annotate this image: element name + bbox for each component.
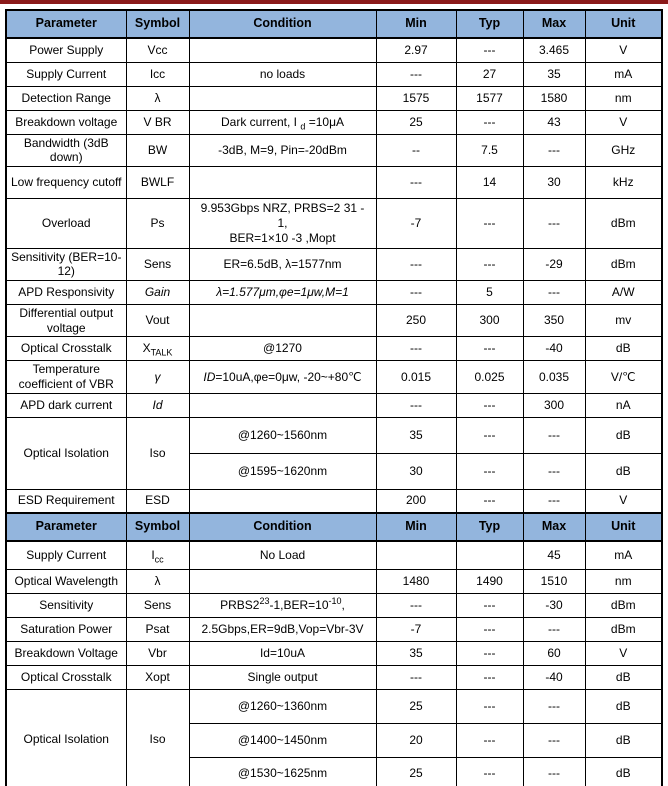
max-cell: 3.465 bbox=[523, 38, 585, 62]
min-cell: -7 bbox=[376, 617, 456, 641]
max-cell: --- bbox=[523, 134, 585, 166]
unit-cell: dBm bbox=[585, 593, 662, 617]
typ-cell: 300 bbox=[456, 305, 523, 337]
max-cell: 60 bbox=[523, 641, 585, 665]
condition-cell: Single output bbox=[189, 665, 376, 689]
param-cell: Supply Current bbox=[6, 62, 126, 86]
unit-cell: mv bbox=[585, 305, 662, 337]
symbol-cell: λ bbox=[126, 86, 189, 110]
param-cell: Low frequency cutoff bbox=[6, 166, 126, 198]
condition-cell bbox=[189, 569, 376, 593]
param-cell: APD Responsivity bbox=[6, 281, 126, 305]
symbol-cell: Vout bbox=[126, 305, 189, 337]
param-cell: Power Supply bbox=[6, 38, 126, 62]
min-cell: 200 bbox=[376, 489, 456, 513]
param-cell: Overload bbox=[6, 198, 126, 248]
condition-cell: @1260~1360nm bbox=[189, 689, 376, 723]
param-cell: Differential output voltage bbox=[6, 305, 126, 337]
condition-cell: 9.953Gbps NRZ, PRBS=2 31 - 1, BER=1×10 -3 ,Mopt bbox=[189, 198, 376, 248]
param-cell: Sensitivity (BER=10-12) bbox=[6, 248, 126, 280]
max-cell: --- bbox=[523, 617, 585, 641]
header-row bbox=[6, 513, 662, 541]
max-cell: --- bbox=[523, 281, 585, 305]
unit-cell: dBm bbox=[585, 248, 662, 280]
symbol-cell: ESD bbox=[126, 489, 189, 513]
table-row bbox=[6, 248, 662, 280]
min-cell: 2.97 bbox=[376, 38, 456, 62]
typ-cell: 27 bbox=[456, 62, 523, 86]
max-cell: 0.035 bbox=[523, 361, 585, 393]
table-row bbox=[6, 110, 662, 134]
table-row bbox=[6, 617, 662, 641]
condition-cell bbox=[189, 38, 376, 62]
param-cell: Breakdown voltage bbox=[6, 110, 126, 134]
unit-cell: dB bbox=[585, 337, 662, 361]
table-row bbox=[6, 38, 662, 62]
typ-cell: --- bbox=[456, 641, 523, 665]
unit-cell: A/W bbox=[585, 281, 662, 305]
unit-cell: V/℃ bbox=[585, 361, 662, 393]
param-cell: ESD Requirement bbox=[6, 489, 126, 513]
column-header-min: Min bbox=[376, 10, 456, 38]
symbol-cell: $I_{cc}$ bbox=[126, 541, 189, 569]
unit-cell: kHz bbox=[585, 166, 662, 198]
max-cell: --- bbox=[523, 417, 585, 453]
min-cell: 1575 bbox=[376, 86, 456, 110]
min-cell: --- bbox=[376, 166, 456, 198]
max-cell: --- bbox=[523, 453, 585, 489]
typ-cell: --- bbox=[456, 248, 523, 280]
max-cell: --- bbox=[523, 689, 585, 723]
max-cell: 45 bbox=[523, 541, 585, 569]
page-top-rule bbox=[0, 0, 668, 4]
condition-cell: @1260~1560nm bbox=[189, 417, 376, 453]
unit-cell: nm bbox=[585, 86, 662, 110]
condition-cell: @1530~1625nm bbox=[189, 757, 376, 786]
param-cell: APD dark current bbox=[6, 393, 126, 417]
min-cell: --- bbox=[376, 62, 456, 86]
symbol-cell: Gain bbox=[126, 281, 189, 305]
unit-cell: dB bbox=[585, 723, 662, 757]
condition-cell bbox=[189, 166, 376, 198]
table-row bbox=[6, 393, 662, 417]
symbol-cell: Iso bbox=[126, 417, 189, 489]
table-row bbox=[6, 665, 662, 689]
column-header-condition: Condition bbox=[189, 513, 376, 541]
table-row bbox=[6, 641, 662, 665]
symbol-cell: Vcc bbox=[126, 38, 189, 62]
typ-cell: --- bbox=[456, 757, 523, 786]
table-row bbox=[6, 166, 662, 198]
table-row bbox=[6, 62, 662, 86]
column-header-typ: Typ bbox=[456, 513, 523, 541]
symbol-cell: Ps bbox=[126, 198, 189, 248]
typ-cell: --- bbox=[456, 489, 523, 513]
typ-cell: 7.5 bbox=[456, 134, 523, 166]
param-cell: Temperature coefficient of VBR bbox=[6, 361, 126, 393]
min-cell bbox=[376, 541, 456, 569]
typ-cell: --- bbox=[456, 617, 523, 641]
table-row bbox=[6, 569, 662, 593]
unit-cell: dB bbox=[585, 417, 662, 453]
condition-cell bbox=[189, 86, 376, 110]
symbol-cell: $X_{TALK}$ bbox=[126, 337, 189, 361]
column-header-typ: Typ bbox=[456, 10, 523, 38]
max-cell: 300 bbox=[523, 393, 585, 417]
table-row bbox=[6, 361, 662, 393]
typ-cell: --- bbox=[456, 665, 523, 689]
min-cell: -7 bbox=[376, 198, 456, 248]
condition-cell: -3dB, M=9, Pin=-20dBm bbox=[189, 134, 376, 166]
symbol-cell: Vbr bbox=[126, 641, 189, 665]
condition-cell: @1270 bbox=[189, 337, 376, 361]
table-row bbox=[6, 198, 662, 248]
unit-cell: dB bbox=[585, 757, 662, 786]
column-header-parameter: Parameter bbox=[6, 10, 126, 38]
max-cell: --- bbox=[523, 198, 585, 248]
symbol-cell: Sens bbox=[126, 248, 189, 280]
table-row bbox=[6, 337, 662, 361]
param-cell: Optical Isolation bbox=[6, 689, 126, 786]
typ-cell: --- bbox=[456, 38, 523, 62]
min-cell: 0.015 bbox=[376, 361, 456, 393]
min-cell: 35 bbox=[376, 417, 456, 453]
max-cell: -29 bbox=[523, 248, 585, 280]
symbol-cell: Iso bbox=[126, 689, 189, 786]
table-row bbox=[6, 281, 662, 305]
unit-cell: nm bbox=[585, 569, 662, 593]
symbol-cell: V BR bbox=[126, 110, 189, 134]
typ-cell: --- bbox=[456, 337, 523, 361]
unit-cell: mA bbox=[585, 62, 662, 86]
param-cell: Optical Crosstalk bbox=[6, 665, 126, 689]
min-cell: 1480 bbox=[376, 569, 456, 593]
column-header-max: Max bbox=[523, 10, 585, 38]
table-row bbox=[6, 417, 662, 453]
min-cell: --- bbox=[376, 337, 456, 361]
max-cell: --- bbox=[523, 489, 585, 513]
symbol-cell: λ bbox=[126, 569, 189, 593]
min-cell: 25 bbox=[376, 689, 456, 723]
unit-cell: dB bbox=[585, 665, 662, 689]
table-row bbox=[6, 489, 662, 513]
param-cell: Bandwidth (3dB down) bbox=[6, 134, 126, 166]
symbol-cell: BW bbox=[126, 134, 189, 166]
column-header-max: Max bbox=[523, 513, 585, 541]
condition-cell bbox=[189, 393, 376, 417]
min-cell: --- bbox=[376, 281, 456, 305]
max-cell: -40 bbox=[523, 337, 585, 361]
condition-cell: 2.5Gbps,ER=9dB,Vop=Vbr-3V bbox=[189, 617, 376, 641]
max-cell: 350 bbox=[523, 305, 585, 337]
condition-cell bbox=[189, 489, 376, 513]
param-cell: Optical Crosstalk bbox=[6, 337, 126, 361]
min-cell: 25 bbox=[376, 757, 456, 786]
min-cell: 30 bbox=[376, 453, 456, 489]
column-header-min: Min bbox=[376, 513, 456, 541]
typ-cell: 1577 bbox=[456, 86, 523, 110]
max-cell: 30 bbox=[523, 166, 585, 198]
condition-cell bbox=[189, 305, 376, 337]
min-cell: --- bbox=[376, 248, 456, 280]
condition-cell: @1595~1620nm bbox=[189, 453, 376, 489]
unit-cell: V bbox=[585, 38, 662, 62]
column-header-unit: Unit bbox=[585, 10, 662, 38]
typ-cell: 0.025 bbox=[456, 361, 523, 393]
unit-cell: nA bbox=[585, 393, 662, 417]
symbol-cell: Id bbox=[126, 393, 189, 417]
symbol-cell: Sens bbox=[126, 593, 189, 617]
max-cell: 1510 bbox=[523, 569, 585, 593]
symbol-cell: Icc bbox=[126, 62, 189, 86]
condition-cell: @1400~1450nm bbox=[189, 723, 376, 757]
header-row bbox=[6, 10, 662, 38]
param-cell: Supply Current bbox=[6, 541, 126, 569]
typ-cell: --- bbox=[456, 453, 523, 489]
table-row bbox=[6, 134, 662, 166]
typ-cell bbox=[456, 541, 523, 569]
param-cell: Optical Wavelength bbox=[6, 569, 126, 593]
min-cell: -- bbox=[376, 134, 456, 166]
max-cell: 43 bbox=[523, 110, 585, 134]
typ-cell: --- bbox=[456, 393, 523, 417]
spec-table-1 bbox=[5, 9, 663, 514]
unit-cell: dB bbox=[585, 453, 662, 489]
symbol-cell: Psat bbox=[126, 617, 189, 641]
min-cell: --- bbox=[376, 665, 456, 689]
min-cell: 25 bbox=[376, 110, 456, 134]
condition-cell: No Load bbox=[189, 541, 376, 569]
unit-cell: V bbox=[585, 110, 662, 134]
typ-cell: 5 bbox=[456, 281, 523, 305]
condition-cell: ID=10uA,φe=0μw, -20~+80℃ bbox=[189, 361, 376, 393]
min-cell: --- bbox=[376, 593, 456, 617]
typ-cell: --- bbox=[456, 110, 523, 134]
typ-cell: --- bbox=[456, 723, 523, 757]
max-cell: -30 bbox=[523, 593, 585, 617]
max-cell: 35 bbox=[523, 62, 585, 86]
column-header-symbol: Symbol bbox=[126, 10, 189, 38]
typ-cell: --- bbox=[456, 689, 523, 723]
table-row bbox=[6, 689, 662, 723]
param-cell: Breakdown Voltage bbox=[6, 641, 126, 665]
table-row bbox=[6, 541, 662, 569]
param-cell: Optical Isolation bbox=[6, 417, 126, 489]
column-header-parameter: Parameter bbox=[6, 513, 126, 541]
max-cell: -40 bbox=[523, 665, 585, 689]
condition-cell: λ=1.577μm,φe=1μw,M=1 bbox=[189, 281, 376, 305]
condition-cell: ER=6.5dB, λ=1577nm bbox=[189, 248, 376, 280]
column-header-condition: Condition bbox=[189, 10, 376, 38]
table-row bbox=[6, 86, 662, 110]
unit-cell: V bbox=[585, 641, 662, 665]
unit-cell: GHz bbox=[585, 134, 662, 166]
column-header-symbol: Symbol bbox=[126, 513, 189, 541]
table-row bbox=[6, 305, 662, 337]
symbol-cell: BWLF bbox=[126, 166, 189, 198]
table-row bbox=[6, 593, 662, 617]
unit-cell: V bbox=[585, 489, 662, 513]
condition-cell: no loads bbox=[189, 62, 376, 86]
max-cell: --- bbox=[523, 757, 585, 786]
unit-cell: dBm bbox=[585, 198, 662, 248]
param-cell: Sensitivity bbox=[6, 593, 126, 617]
column-header-unit: Unit bbox=[585, 513, 662, 541]
typ-cell: 1490 bbox=[456, 569, 523, 593]
unit-cell: dBm bbox=[585, 617, 662, 641]
typ-cell: 14 bbox=[456, 166, 523, 198]
typ-cell: --- bbox=[456, 593, 523, 617]
unit-cell: mA bbox=[585, 541, 662, 569]
max-cell: --- bbox=[523, 723, 585, 757]
typ-cell: --- bbox=[456, 198, 523, 248]
condition-cell: Id=10uA bbox=[189, 641, 376, 665]
min-cell: 35 bbox=[376, 641, 456, 665]
min-cell: --- bbox=[376, 393, 456, 417]
symbol-cell: Xopt bbox=[126, 665, 189, 689]
min-cell: 20 bbox=[376, 723, 456, 757]
spec-table-2 bbox=[5, 512, 663, 786]
min-cell: 250 bbox=[376, 305, 456, 337]
max-cell: 1580 bbox=[523, 86, 585, 110]
unit-cell: dB bbox=[585, 689, 662, 723]
condition-cell: Dark current, I $_d$ =10μA bbox=[189, 110, 376, 134]
param-cell: Detection Range bbox=[6, 86, 126, 110]
typ-cell: --- bbox=[456, 417, 523, 453]
condition-cell: $PRBS2^{23}-1,BER=10^{-10}$, bbox=[189, 593, 376, 617]
param-cell: Saturation Power bbox=[6, 617, 126, 641]
symbol-cell: γ bbox=[126, 361, 189, 393]
